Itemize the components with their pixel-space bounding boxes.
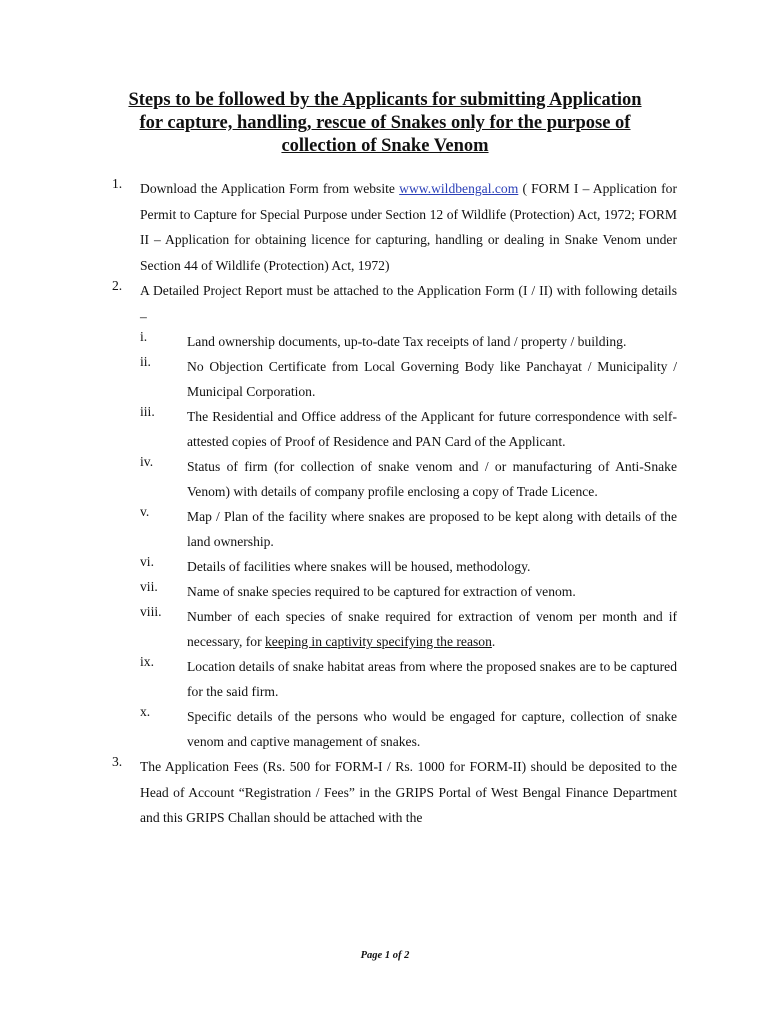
sub-item-number: i. xyxy=(140,329,148,344)
sub-item-number: ix. xyxy=(140,654,154,669)
step-3 xyxy=(0,754,677,831)
website-link[interactable]: www.wildbengal.com xyxy=(399,181,519,196)
sub-item-number: vii. xyxy=(140,579,158,594)
sub-item-viii xyxy=(140,604,677,654)
step-text-part: Download the Application Form from website xyxy=(140,181,400,196)
title-line-3: collection of Snake Venom xyxy=(281,136,489,156)
step-text: The Application Fees (Rs. 500 for FORM-I / Rs. 1000 for FORM-II) should be deposited to the Head of Account “Registration / Fees” in the GRIPS Portal of West Bengal Finance Department and this GRIPS Challan should be attached with the xyxy=(140,759,677,825)
page-number: Page 1 of 2 xyxy=(360,950,410,961)
sub-item-text: Name of snake species required to be captured for extraction of venom. xyxy=(187,584,576,599)
underlined-text: keeping in captivity specifying the reason xyxy=(265,634,492,649)
sub-item-ix xyxy=(140,654,677,704)
sub-item-number: viii. xyxy=(140,604,162,619)
sub-item-text: Land ownership documents, up-to-date Tax receipts of land / property / building. xyxy=(187,334,627,349)
title-line-2: for capture, handling, rescue of Snakes only for the purpose of xyxy=(139,113,631,133)
sub-item-text: Details of facilities where snakes will be housed, methodology. xyxy=(187,559,531,574)
step-2 xyxy=(0,278,677,754)
sub-item-number: vi. xyxy=(140,554,154,569)
sub-item-ii xyxy=(140,354,677,404)
sub-item-vii xyxy=(140,579,677,604)
sub-item-vi xyxy=(140,554,677,579)
sub-item-number: iv. xyxy=(140,454,154,469)
title-line-1: Steps to be followed by the Applicants for submitting Application xyxy=(128,90,642,110)
sub-item-text: Map / Plan of the facility where snakes are proposed to be kept along with details of the land ownership. xyxy=(187,509,677,549)
sub-item-number: v. xyxy=(140,504,150,519)
sub-item-iii xyxy=(140,404,677,454)
sub-item-text-part: Number of each species of snake required for extraction of venom per month and if necessary, for xyxy=(187,609,677,649)
sub-item-iv xyxy=(140,454,677,504)
sub-item-number: x. xyxy=(140,704,151,719)
sub-item-x xyxy=(140,704,677,754)
sub-item-i xyxy=(140,329,677,354)
step-number: 3. xyxy=(112,754,123,769)
sub-item-text: Location details of snake habitat areas from where the proposed snakes are to be captured for the said firm. xyxy=(187,659,677,699)
step-number: 2. xyxy=(112,278,123,293)
step-number: 1. xyxy=(112,176,123,191)
sub-item-text: Status of firm (for collection of snake venom and / or manufacturing of Anti-Snake Venom) with details of company profile enclosing a copy of Trade Licence. xyxy=(187,459,677,499)
step-text: A Detailed Project Report must be attached to the Application Form (I / II) with following details – xyxy=(140,283,677,324)
sub-item-text: No Objection Certificate from Local Governing Body like Panchayat / Municipality / Municipal Corporation. xyxy=(187,359,677,399)
sub-item-text: The Residential and Office address of the Applicant for future correspondence with self-attested copies of Proof of Residence and PAN Card of the Applicant. xyxy=(187,409,677,449)
sub-item-number: iii. xyxy=(140,404,155,419)
step-1 xyxy=(0,176,677,278)
step-text xyxy=(140,176,677,278)
steps-list xyxy=(0,176,770,831)
sub-item-text: Specific details of the persons who would be engaged for capture, collection of snake venom and captive management of snakes. xyxy=(187,709,677,749)
sub-item-text-part: . xyxy=(491,634,496,649)
sub-item-text xyxy=(187,604,677,654)
sub-item-number: ii. xyxy=(140,354,151,369)
document-title xyxy=(80,89,690,158)
step-text-part: ( FORM I – Application for Permit to Capture for Special Purpose under Section 12 of Wildlife (Protection) Act, 1972; FORM II – Application for obtaining licence for capturing, handling or dealing in Snake Venom under Section 44 of Wildlife (Protection) Act, 1972) xyxy=(140,181,677,273)
sub-item-v xyxy=(140,504,677,554)
